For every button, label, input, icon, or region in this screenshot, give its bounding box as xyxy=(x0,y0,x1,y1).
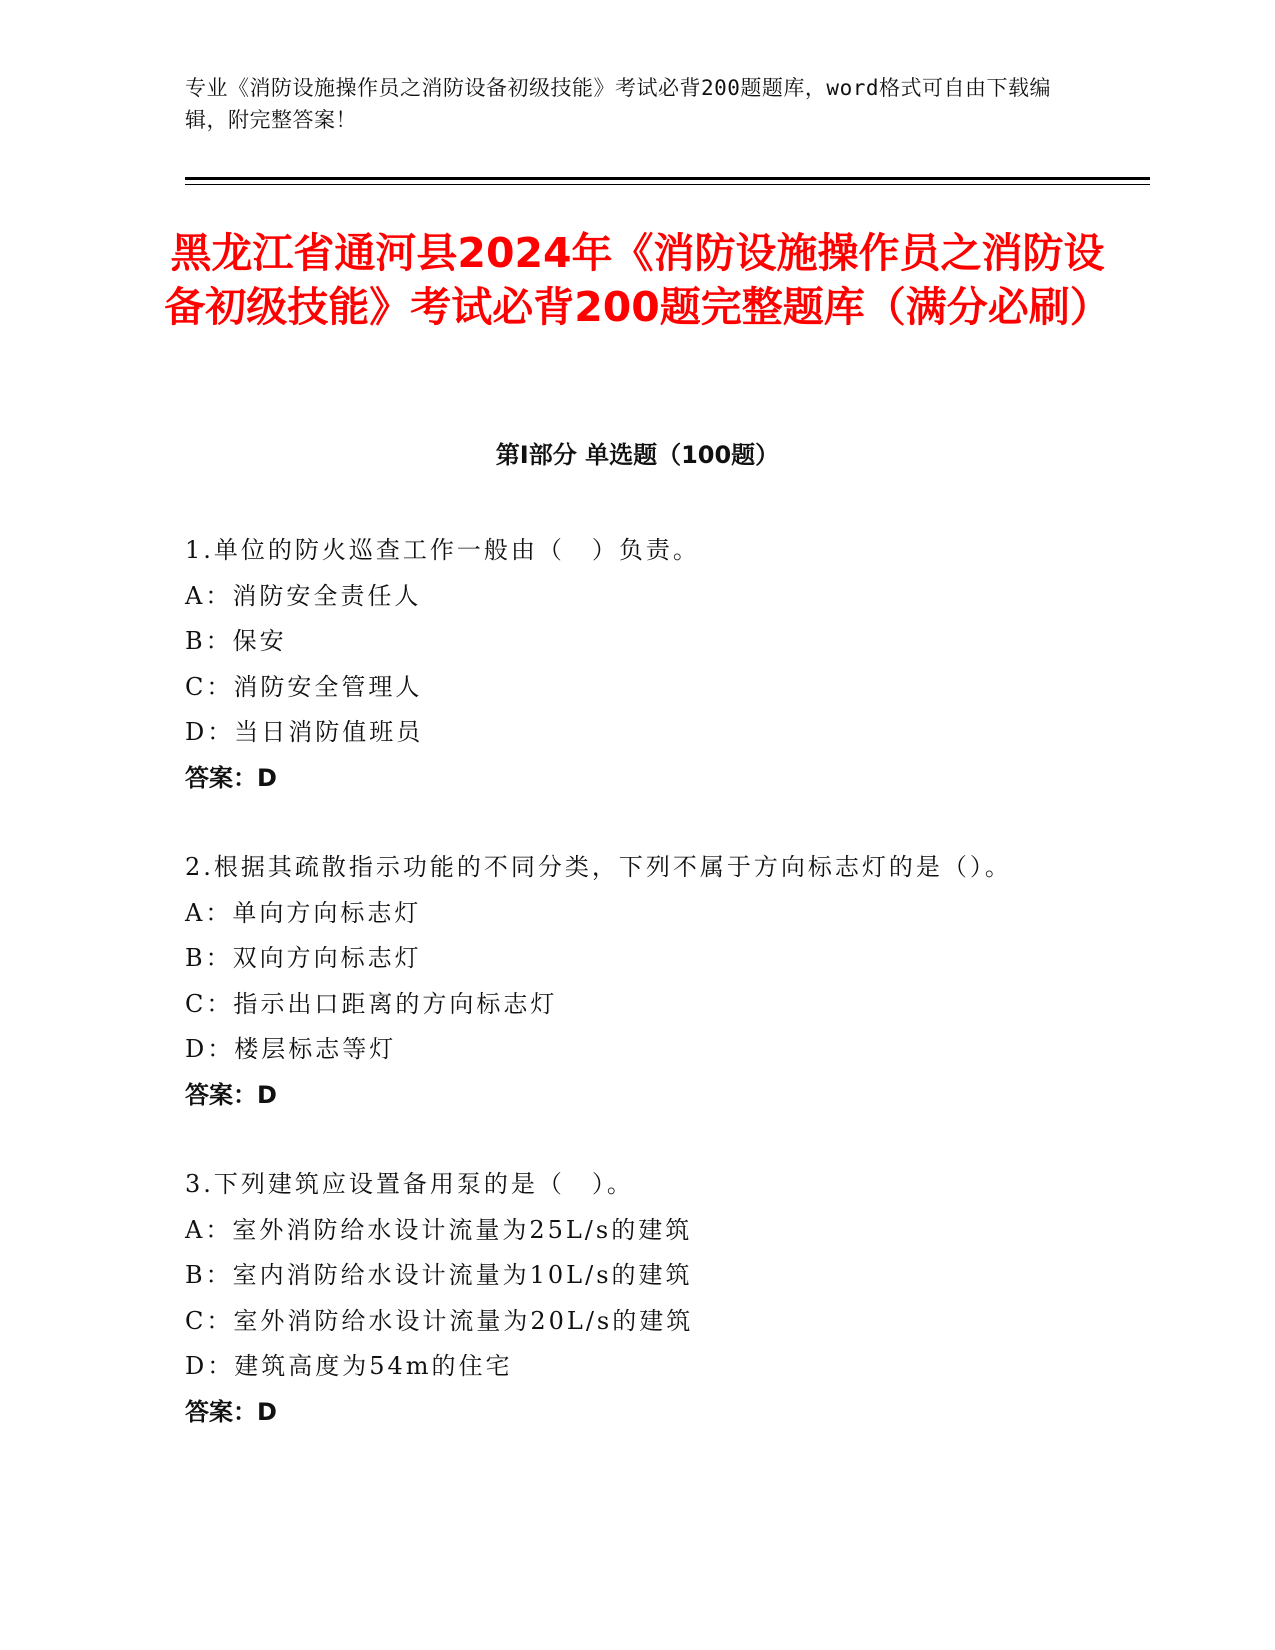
option-b: B：双向方向标志灯 xyxy=(185,944,422,972)
question-stem: 3.下列建筑应设置备用泵的是（ ）。 xyxy=(185,1170,634,1198)
question-stem: 2.根据其疏散指示功能的不同分类，下列不属于方向标志灯的是（）。 xyxy=(185,853,1012,881)
question-stem: 1.单位的防火巡查工作一般由（ ）负责。 xyxy=(185,536,700,564)
question-3 xyxy=(185,1162,1085,1435)
option-d: D：当日消防值班员 xyxy=(185,718,424,746)
answer-label: 答案：D xyxy=(185,1080,277,1109)
header-divider-thin xyxy=(185,184,1150,185)
option-a: A：消防安全责任人 xyxy=(185,581,422,610)
section-heading: 第I部分 单选题（100题） xyxy=(495,441,780,469)
answer-label: 答案：D xyxy=(185,1397,277,1426)
question-list xyxy=(185,528,1085,1479)
question-1 xyxy=(185,528,1085,801)
option-c: C：室外消防给水设计流量为20L/s的建筑 xyxy=(185,1306,694,1335)
option-a: A：单向方向标志灯 xyxy=(185,898,422,927)
option-c: C：消防安全管理人 xyxy=(185,672,423,701)
option-c: C：指示出口距离的方向标志灯 xyxy=(185,989,558,1018)
question-2 xyxy=(185,845,1085,1118)
option-a: A：室外消防给水设计流量为25L/s的建筑 xyxy=(185,1215,693,1244)
document-title: 黑龙江省通河县2024年《消防设施操作员之消防设备初级技能》考试必背200题完整题库（满分必刷） xyxy=(164,229,1111,331)
option-d: D：楼层标志等灯 xyxy=(185,1035,397,1063)
answer-label: 答案：D xyxy=(185,763,277,792)
header-note: 专业《消防设施操作员之消防设备初级技能》考试必背200题题库，word格式可自由下载编辑，附完整答案！ xyxy=(185,76,1051,132)
header-divider-thick xyxy=(185,177,1150,180)
option-b: B：室内消防给水设计流量为10L/s的建筑 xyxy=(185,1261,693,1289)
option-d: D：建筑高度为54m的住宅 xyxy=(185,1352,513,1380)
option-b: B：保安 xyxy=(185,627,287,655)
